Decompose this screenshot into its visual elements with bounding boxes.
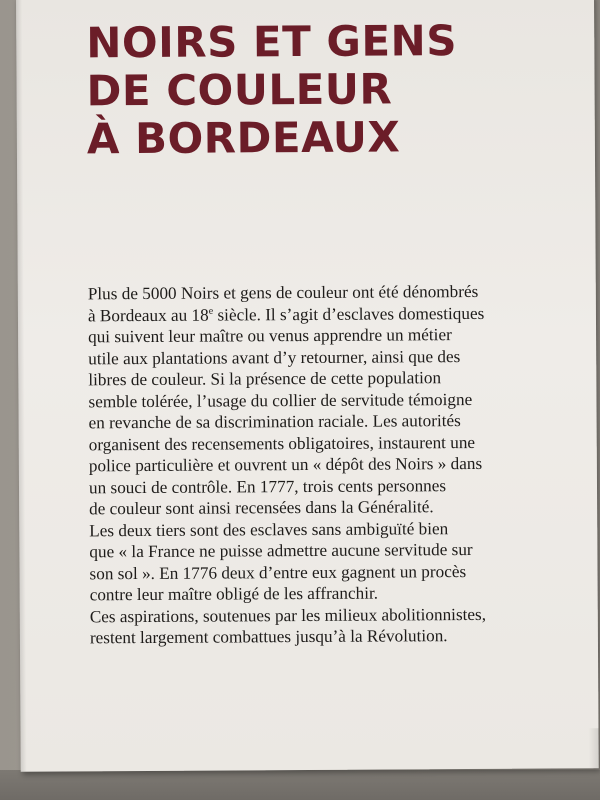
body-line-17: restent largement combattues jusqu’à la Révolution. <box>89 626 448 648</box>
body-line-7: en revanche de sa discrimination raciale. Les autorités <box>88 411 461 433</box>
body-line-11: de couleur sont ainsi recensées dans la Généralité. <box>89 497 434 519</box>
body-line-2-end: siècle. Il s’agit d’esclaves domestiques <box>213 303 485 325</box>
title-line-1: NOIRS ET GENS <box>86 16 458 68</box>
floor-shadow <box>0 770 600 800</box>
body-line-5: libres de couleur. Si la présence de cette population <box>88 368 442 390</box>
panel-body-text <box>88 281 520 649</box>
body-line-3: qui suivent leur maître ou venus apprendre un métier <box>88 325 452 347</box>
body-line-6: semble tolérée, l’usage du collier de servitude témoigne <box>88 389 473 411</box>
body-line-13: que « la France ne puisse admettre aucune servitude sur <box>89 539 473 562</box>
body-line-8: organisent des recensements obligatoires, instaurent une <box>88 432 476 454</box>
body-line-4: utile aux plantations avant d’y retourner, ainsi que des <box>88 346 461 368</box>
body-line-2-start: à Bordeaux au 18 <box>87 305 209 325</box>
body-line-16: Ces aspirations, soutenues par les milieux abolitionnistes, <box>89 604 487 626</box>
panel-fold-shadow <box>588 728 598 768</box>
title-line-2: DE COULEUR <box>86 64 393 116</box>
title-line-3: À BORDEAUX <box>86 112 401 164</box>
body-line-2 <box>88 302 518 326</box>
century-superscript: e <box>208 305 214 317</box>
body-line-1: Plus de 5000 Noirs et gens de couleur ont été dénombrés <box>87 281 479 304</box>
body-line-12: Les deux tiers sont des esclaves sans ambiguïté bien <box>89 518 449 540</box>
body-line-9: police particulière et ouvrent un « dépôt des Noirs » dans <box>88 453 483 476</box>
panel-title <box>86 17 458 163</box>
body-line-14: son sol ». En 1776 deux d’entre eux gagnent un procès <box>89 561 467 583</box>
body-line-10: un souci de contrôle. En 1777, trois cents personnes <box>88 475 447 497</box>
body-line-15: contre leur maître obligé de les affranchir. <box>89 583 379 605</box>
exhibition-panel <box>16 0 599 772</box>
